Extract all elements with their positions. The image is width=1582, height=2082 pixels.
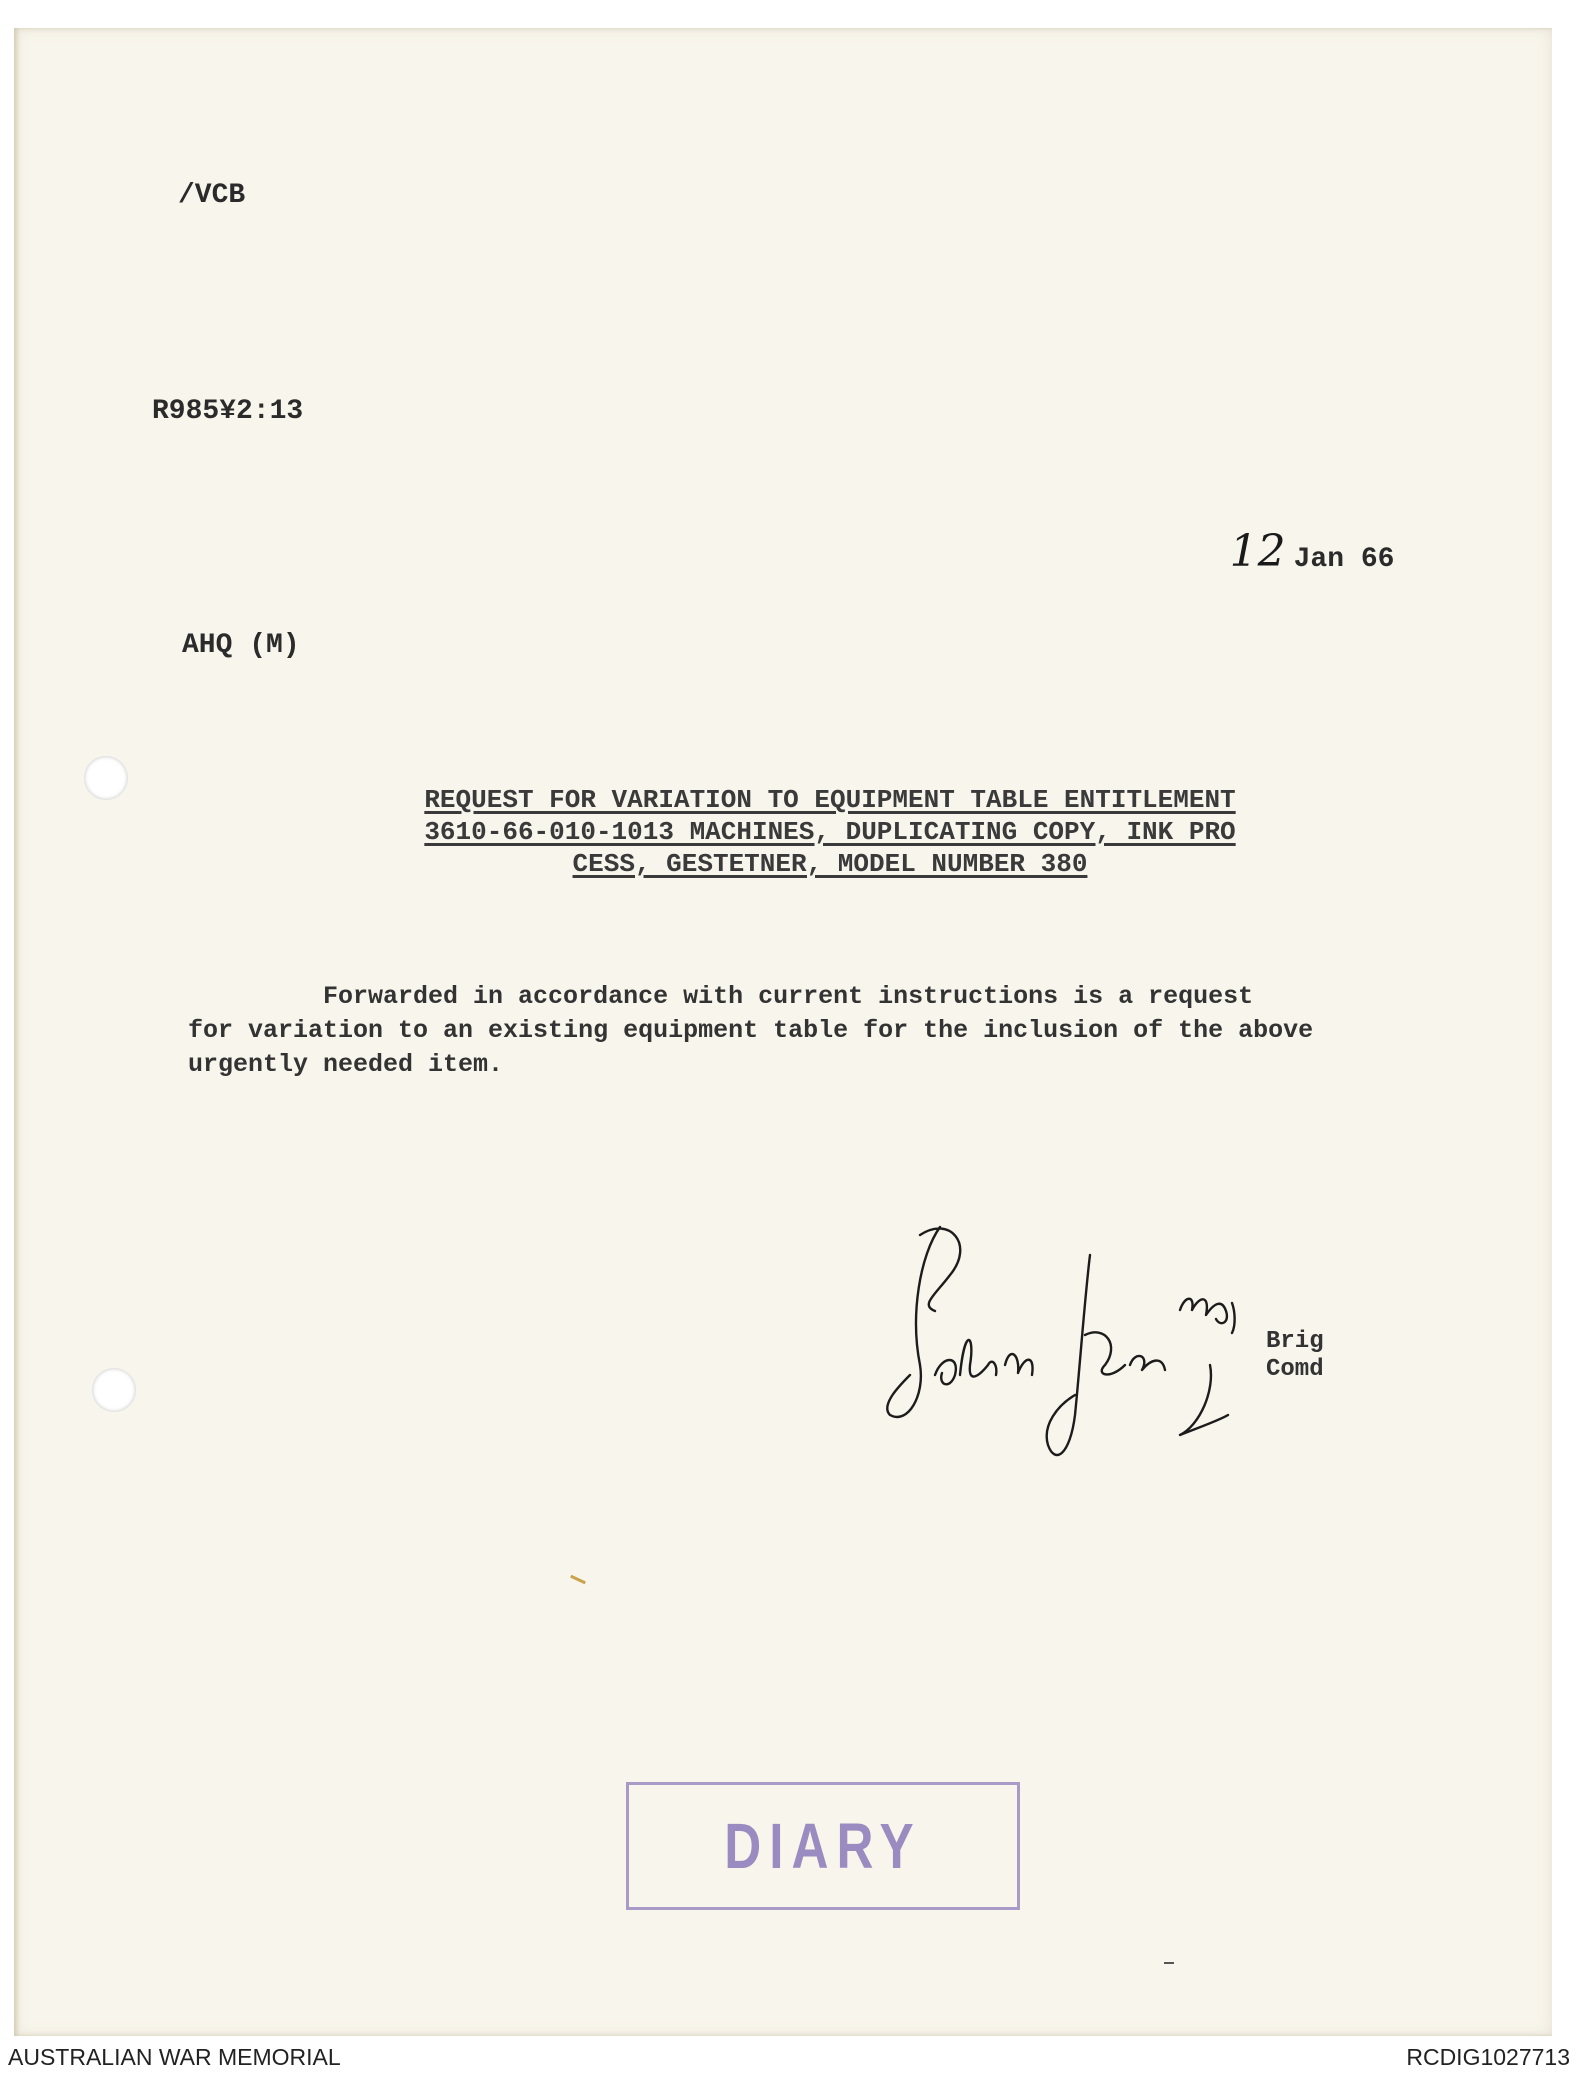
handwritten-day: 12 (1229, 526, 1286, 577)
handwritten-signature (880, 1215, 1280, 1475)
rank-line-2: Comd (1266, 1356, 1324, 1383)
signature-rank (1266, 1328, 1324, 1384)
body-line-3: urgently needed item. (188, 1050, 504, 1079)
addressee: AHQ (M) (182, 630, 300, 661)
rank-line-1: Brig (1266, 1328, 1324, 1355)
body-line-2: for variation to an existing equipment table for the inclusion of the above (188, 1016, 1314, 1045)
punch-hole (92, 1368, 136, 1412)
body-paragraph (188, 980, 1408, 1082)
subject-heading (400, 784, 1260, 880)
body-line-1: Forwarded in accordance with current instructions is a request (188, 982, 1254, 1011)
diary-stamp (626, 1782, 1020, 1910)
reference-code: /VCB (178, 180, 246, 211)
punch-hole (84, 756, 128, 800)
subject-line-3: CESS, GESTETNER, MODEL NUMBER 380 (572, 849, 1088, 879)
typed-date: Jan 66 (1293, 544, 1395, 575)
date-line (1148, 488, 1394, 615)
subject-line-1: REQUEST FOR VARIATION TO EQUIPMENT TABLE ENTITLEMENT (424, 785, 1236, 815)
stamp-text: DIARY (724, 1810, 922, 1882)
subject-line-2: 3610-66-010-1013 MACHINES, DUPLICATING COPY, INK PRO (424, 817, 1236, 847)
footer-archive-name: AUSTRALIAN WAR MEMORIAL (8, 2044, 341, 2070)
paper-mark (1164, 1962, 1174, 1964)
file-number: R985¥2:13 (152, 396, 304, 427)
footer-record-id: RCDIG1027713 (1406, 2044, 1570, 2070)
